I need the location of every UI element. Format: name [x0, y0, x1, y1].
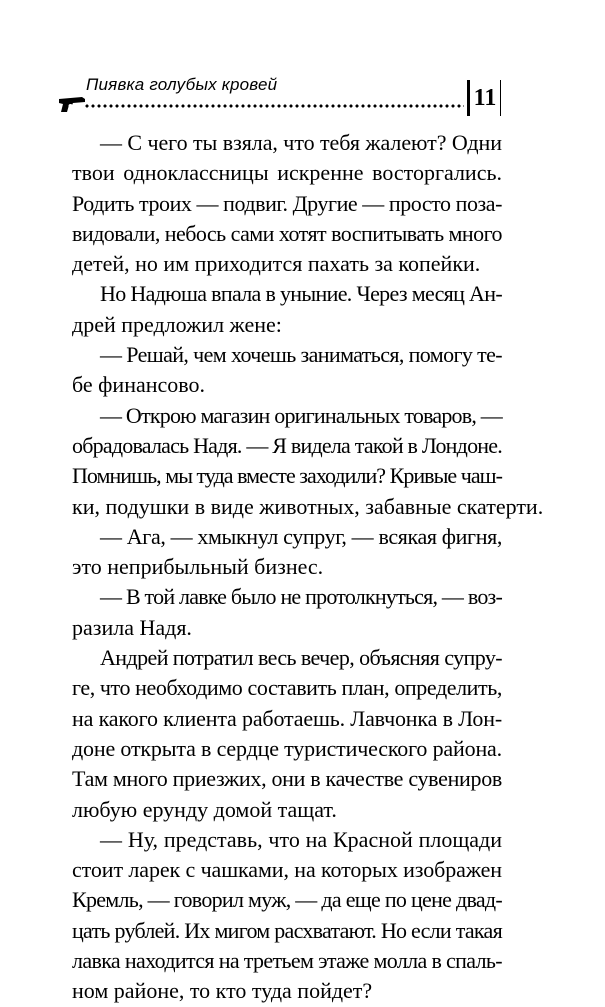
- text-line: доне открыта в сердце туристического района.: [72, 735, 502, 761]
- dotted-leader: [84, 103, 464, 109]
- paragraph: [72, 128, 502, 279]
- paragraph: [72, 582, 502, 643]
- text-line: Там много приезжих, они в качестве сувениров: [72, 766, 502, 792]
- body-text: [72, 128, 544, 1007]
- text-line: — В той лавке было не протолкнуться, — воз-: [100, 584, 502, 610]
- text-line: Родить троих — подвиг. Другие — просто поза-: [72, 190, 502, 216]
- text-line: дрей предложил жене:: [72, 311, 282, 337]
- pistol-icon: [58, 95, 86, 113]
- book-title: Пиявка голубых кровей: [86, 75, 278, 94]
- page-number: 11: [473, 85, 497, 111]
- paragraph: [72, 825, 502, 1007]
- paragraph: [72, 401, 544, 522]
- text-line: бе финансово.: [72, 372, 206, 398]
- paragraph: [72, 279, 502, 340]
- text-line: — Ага, — хмыкнул супруг, — всякая фигня,: [100, 523, 502, 549]
- text-line: детей, но им приходится пахать за копейки.: [72, 251, 481, 277]
- text-line: лавка находится на третьем этаже молла в спаль-: [72, 948, 502, 974]
- text-line: цать рублей. Их мигом расхватают. Но если такая: [72, 917, 502, 943]
- text-line: Кремль, — говорил муж, — да еще по цене двад-: [72, 887, 502, 913]
- text-line: — С чего ты взяла, что тебя жалеют? Одни: [100, 130, 502, 155]
- running-header: [0, 0, 605, 120]
- text-line: Помнишь, мы туда вместе заходили? Кривые чаш-: [72, 463, 503, 489]
- text-line: разила Надя.: [72, 614, 192, 640]
- text-line: Но Надюша впала в уныние. Через месяц Ан-: [100, 281, 502, 307]
- text-line: это неприбыльный бизнес.: [72, 554, 324, 580]
- text-line: ки, подушки в виде животных, забавные скатерти.: [72, 493, 544, 519]
- paragraph: [72, 643, 502, 825]
- text-line: обрадовалась Надя. — Я видела такой в Лондоне.: [72, 432, 502, 458]
- text-line: стоит ларек с чашками, на которых изображен: [72, 857, 502, 883]
- text-line: видовали, небось сами хотят воспитывать много: [72, 220, 503, 246]
- text-line: Андрей потратил весь вечер, объясняя супру-: [100, 645, 502, 671]
- text-line: ге, что необходимо составить план, определить,: [72, 675, 502, 701]
- paragraph: [72, 340, 502, 401]
- text-line: — Открою магазин оригинальных товаров, —: [100, 402, 502, 428]
- text-line: любую ерунду домой тащат.: [72, 796, 337, 822]
- text-line: — Решай, чем хочешь заниматься, помогу те-: [100, 342, 502, 368]
- paragraph: [72, 522, 502, 583]
- text-line: — Ну, представь, что на Красной площади: [100, 826, 502, 852]
- text-line: ном районе, то кто туда пойдет?: [72, 978, 373, 1004]
- text-line: на какого клиента работаешь. Лавчонка в Лон-: [72, 705, 502, 731]
- text-line: твои одноклассницы искренне восторгались.: [72, 160, 502, 186]
